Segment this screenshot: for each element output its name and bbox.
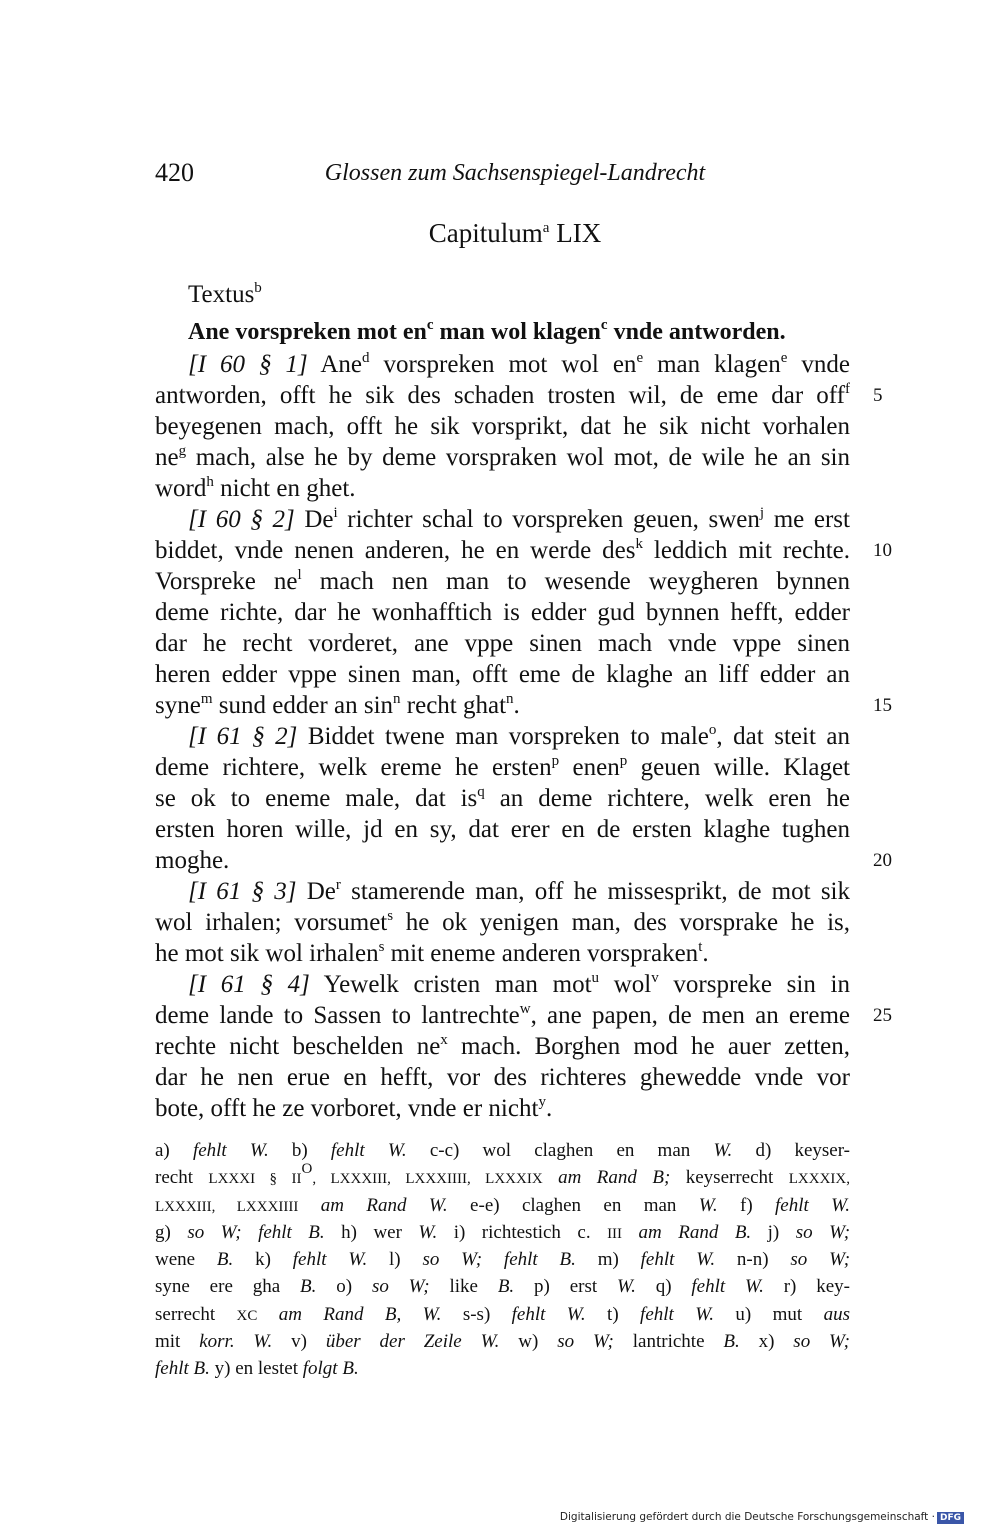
footnote-mark: e — [636, 350, 644, 366]
chapter-word: Capitulum — [428, 218, 543, 248]
line-number: 15 — [873, 695, 892, 716]
text-run: biddet, vnde nenen anderen, he en werde des — [155, 537, 636, 564]
italic-run: [I 60 § 1] — [188, 351, 308, 378]
text-run: heren edder vppe sinen man, offt eme de klaghe an liff edder an — [155, 661, 850, 688]
footnote-mark: g — [178, 443, 187, 459]
text-line — [155, 473, 850, 504]
text-run: recht ghat — [400, 692, 507, 719]
footnote-line — [155, 1328, 850, 1355]
italic-run: fehlt W. — [330, 1140, 407, 1161]
text-run: d) keyser- — [732, 1140, 850, 1161]
textus-footnote-mark: b — [254, 280, 262, 296]
text-run: . — [702, 940, 709, 967]
italic-run: fehlt B. — [155, 1358, 210, 1380]
text-run: vorspreke sin in — [658, 971, 850, 998]
text-run: y) en lestet — [209, 1358, 303, 1380]
smallcaps-run: LXXXIX, — [788, 1171, 850, 1188]
text-run: mit — [155, 1331, 200, 1353]
italic-run: fehlt W. — [192, 1140, 269, 1161]
text-line — [155, 628, 850, 659]
text-line — [155, 380, 883, 411]
text-run: mach. Borghen mod he auer zetten, — [447, 1033, 850, 1060]
text-run: c-c) wol claghen en man — [406, 1140, 714, 1161]
footnote-line — [155, 1273, 850, 1300]
italic-run: so W; fehlt B. — [187, 1221, 325, 1243]
text-run: i) richtestich c. — [437, 1221, 608, 1243]
italic-run: [I 61 § 2] — [188, 723, 298, 750]
italic-run: B. — [300, 1276, 317, 1298]
lemma-part: man wol klagen — [433, 319, 601, 345]
text-run: u) mut — [714, 1303, 824, 1325]
textus-word: Textus — [188, 281, 255, 308]
text-run: ersten horen wille, jd en sy, dat erer en de ersten klaghe tughen — [155, 816, 850, 843]
text-line — [155, 1062, 850, 1093]
footnote-mark: f — [845, 381, 850, 397]
italic-run: W. — [418, 1221, 438, 1243]
text-run: , ane papen, de men an ereme — [530, 1002, 850, 1029]
text-run: Biddet twene man vorspreken to male — [297, 723, 709, 750]
text-run: he mot sik wol irhalen — [155, 940, 379, 967]
italic-run: B. — [497, 1276, 515, 1298]
italic-run: [I 61 § 3] — [188, 878, 297, 905]
text-run: enen — [559, 754, 620, 781]
footnote-mark: s — [387, 908, 394, 924]
footnote-mark: l — [297, 567, 302, 583]
italic-run: fehlt W. — [640, 1303, 715, 1325]
text-run: keyserrecht — [670, 1167, 789, 1189]
footnote-mark: k — [635, 536, 643, 552]
footnote-mark: s — [378, 939, 385, 955]
text-run: h) wer — [324, 1221, 419, 1243]
footnote-line — [155, 1301, 850, 1328]
footnotes — [155, 1137, 850, 1383]
footnote-mark: n — [393, 691, 401, 707]
text-run: o) — [316, 1276, 372, 1298]
text-line — [155, 566, 850, 597]
text-line — [155, 504, 850, 535]
text-run: g) — [155, 1221, 188, 1243]
text-run: f) — [717, 1194, 776, 1216]
footnote-mark: x — [440, 1032, 448, 1048]
italic-run: so W; — [795, 1221, 851, 1243]
text-line — [155, 938, 850, 969]
text-run: wol — [599, 971, 652, 998]
text-run: p) erst — [514, 1276, 617, 1298]
footnote-mark: O — [301, 1161, 313, 1178]
text-run: man klagen — [643, 351, 781, 378]
credit-text: Digitalisierung gefördert durch die Deutsche Forschungsgemeinschaft · — [559, 1511, 935, 1523]
footnote-mark: e — [780, 350, 788, 366]
italic-run: so W; — [557, 1331, 614, 1353]
line-number: 5 — [873, 385, 883, 406]
text-line — [155, 876, 850, 907]
text-run: vnde — [787, 351, 850, 378]
footnote-mark: d — [361, 350, 370, 366]
text-line — [155, 1093, 850, 1124]
text-line — [155, 752, 850, 783]
text-run: he ok yenigen man, des vorsprake he is, — [393, 909, 850, 936]
text-run: Yewelk cristen man mot — [309, 971, 592, 998]
footnote-mark: i — [333, 505, 338, 521]
text-run: moghe. — [155, 847, 230, 874]
italic-run: so W; fehlt B. — [422, 1249, 576, 1271]
text-run: mach, alse he by deme vorspraken wol mot, de wile he an sin — [186, 444, 850, 471]
italic-run: so W; — [371, 1276, 430, 1298]
text-run: nicht en ghet. — [213, 475, 356, 502]
text-line — [155, 349, 850, 380]
lemma-part: Ane vorspreken mot en — [188, 319, 427, 345]
text-run: deme richtere, welk ereme he ersten — [155, 754, 552, 781]
italic-run: korr. W. — [199, 1331, 273, 1353]
text-run: mit eneme anderen vorspraken — [384, 940, 699, 967]
text-run: syne — [155, 692, 201, 719]
text-run — [622, 1222, 638, 1243]
footnote-mark: q — [477, 784, 485, 800]
text-run: , dat steit an — [716, 723, 850, 750]
text-run: serrecht — [155, 1303, 237, 1325]
text-run: vorspreken mot wol en — [369, 351, 637, 378]
chapter-footnote-mark: a — [542, 220, 550, 236]
italic-run: am Rand B, W. — [278, 1303, 442, 1325]
chapter-heading — [0, 218, 1000, 249]
text-run — [257, 1304, 278, 1325]
text-run: l) — [367, 1249, 423, 1271]
footnote-mark: m — [200, 691, 213, 707]
main-text — [155, 275, 892, 1124]
footnote-line — [155, 1137, 850, 1164]
italic-run: am Rand B; — [558, 1167, 671, 1189]
smallcaps-run: , LXXXIII, LXXXIIII, LXXXIX — [312, 1171, 543, 1188]
text-run: deme richte, dar he wonhafftich is edder gud bynnen hefft, edder — [155, 599, 850, 626]
text-line — [155, 442, 850, 473]
text-run: . — [545, 1095, 553, 1122]
textus-heading — [188, 275, 850, 315]
text-run: lantrichte — [613, 1331, 724, 1353]
text-line — [155, 907, 850, 938]
footnote-line — [155, 1246, 850, 1273]
smallcaps-run: LXXXIII, LXXXIIII — [155, 1198, 299, 1215]
lemma-mark: c — [600, 317, 608, 333]
text-line — [155, 845, 892, 876]
text-line — [155, 690, 892, 721]
text-run: geuen wille. Klaget — [627, 754, 850, 781]
italic-run: fehlt W. — [640, 1249, 716, 1271]
smallcaps-run: III — [607, 1225, 623, 1242]
line-number: 10 — [873, 540, 892, 561]
text-line — [155, 1000, 892, 1031]
text-run: s-s) — [441, 1303, 512, 1325]
text-run: Vorspreke ne — [155, 568, 298, 595]
text-run: me erst — [764, 506, 850, 533]
text-run: b) — [268, 1140, 331, 1161]
text-run — [298, 1195, 320, 1216]
text-run: antworden, offt he sik des schaden trosten wil, de eme dar off — [155, 382, 845, 409]
italic-run: W. — [617, 1276, 636, 1298]
italic-run: fehlt W. — [775, 1194, 851, 1216]
running-title: Glossen zum Sachsenspiegel-Landrecht — [324, 160, 706, 186]
text-run: . — [513, 692, 520, 719]
footnote-mark: w — [519, 1001, 531, 1017]
footnote-mark: h — [206, 474, 214, 490]
footnote-mark: v — [651, 970, 659, 986]
footnote-mark: y — [538, 1094, 546, 1110]
italic-run: [I 61 § 4] — [188, 971, 310, 998]
text-run: se ok to eneme male, dat is — [155, 785, 478, 812]
text-run: ne — [155, 444, 179, 471]
footnote-mark: j — [759, 505, 765, 521]
footnote-line — [155, 1219, 850, 1246]
chapter-numeral: LIX — [556, 218, 602, 248]
text-run: v) — [272, 1331, 326, 1353]
text-run: beyegenen mach, offt he sik vorsprikt, dat he sik nicht vorhalen — [155, 413, 850, 440]
italic-run: [I 60 § 2] — [188, 506, 295, 533]
italic-run: so W; — [793, 1331, 850, 1353]
text-run: word — [155, 475, 207, 502]
text-line — [155, 814, 850, 845]
text-run: m) — [575, 1249, 641, 1271]
footnote-mark: t — [698, 939, 703, 955]
text-run: e-e) claghen en man — [447, 1194, 699, 1216]
text-line — [155, 535, 892, 566]
text-run: wene — [155, 1249, 217, 1271]
italic-run: W. — [713, 1140, 733, 1161]
italic-run: folgt B. — [302, 1358, 359, 1380]
text-run: sund edder an sin — [212, 692, 394, 719]
text-lines — [155, 349, 892, 1124]
text-run: De — [296, 878, 336, 905]
footnote-mark: p — [619, 753, 628, 769]
text-run: De — [294, 506, 334, 533]
text-line — [155, 411, 850, 442]
text-line — [155, 659, 850, 690]
text-run: n-n) — [715, 1249, 791, 1271]
text-run: r) key- — [763, 1276, 850, 1298]
text-run: stamerende man, off he missesprikt, de mot sik — [340, 878, 850, 905]
italic-run: aus — [823, 1303, 850, 1325]
footnote-mark: r — [335, 877, 341, 893]
page-number: 420 — [155, 158, 194, 187]
footnote-mark: u — [591, 970, 600, 986]
text-run: recht — [155, 1167, 209, 1189]
text-run: x) — [739, 1331, 794, 1353]
text-run: t) — [585, 1303, 641, 1325]
digitization-credit — [560, 1511, 964, 1524]
italic-run: fehlt W. — [292, 1249, 368, 1271]
italic-run: am Rand B. — [638, 1221, 752, 1243]
text-run: rechte nicht beschelden ne — [155, 1033, 441, 1060]
footnote-mark: o — [708, 722, 717, 738]
smallcaps-run: XC — [236, 1307, 258, 1324]
text-line — [155, 721, 850, 752]
smallcaps-run: LXXXI § II — [208, 1171, 302, 1188]
text-run: deme lande to Sassen to lantrechte — [155, 1002, 520, 1029]
text-run: an deme richtere, welk eren he — [484, 785, 850, 812]
lemma-part: vnde antworden. — [607, 319, 786, 345]
text-run: wol irhalen; vorsumet — [155, 909, 388, 936]
text-line — [155, 783, 850, 814]
text-run: dar he nen erue en hefft, vor des richteres ghewedde vnde vor — [155, 1064, 850, 1091]
text-run: leddich mit rechte. — [642, 537, 850, 564]
italic-run: fehlt W. — [511, 1303, 586, 1325]
text-run: a) — [155, 1140, 193, 1161]
text-line — [155, 969, 850, 1000]
footnote-line — [155, 1355, 850, 1382]
text-run: bote, offt he ze vorboret, vnde er nicht — [155, 1095, 539, 1122]
text-run: w) — [499, 1331, 558, 1353]
text-run: mach nen man to wesende weygheren bynnen — [301, 568, 851, 595]
text-run: like — [429, 1276, 498, 1298]
footnote-line — [155, 1192, 850, 1219]
line-number: 20 — [873, 850, 892, 871]
text-run: j) — [751, 1221, 796, 1243]
italic-run: W. — [698, 1194, 718, 1216]
text-run: richter schal to vorspreken geuen, swen — [337, 506, 760, 533]
footnote-mark: n — [506, 691, 514, 707]
italic-run: fehlt W. — [691, 1276, 764, 1298]
italic-run: B. — [216, 1249, 234, 1271]
line-number: 25 — [873, 1005, 892, 1026]
text-line — [155, 1031, 850, 1062]
lemma-mark: c — [426, 317, 434, 333]
running-head — [0, 158, 1000, 194]
italic-run: über der Zeile W. — [325, 1331, 500, 1353]
lemma-line — [155, 315, 850, 349]
text-run: dar he recht vorderet, ane vppe sinen mach vnde vppe sinen — [155, 630, 850, 657]
text-run: q) — [635, 1276, 692, 1298]
text-run: syne ere gha — [155, 1276, 301, 1298]
italic-run: am Rand W. — [320, 1194, 448, 1216]
text-line — [155, 597, 850, 628]
text-run — [543, 1167, 558, 1188]
dfg-logo: DFG — [937, 1512, 964, 1524]
italic-run: so W; — [790, 1249, 851, 1271]
footnote-mark: p — [551, 753, 560, 769]
text-run: Ane — [307, 351, 362, 378]
footnote-line — [155, 1161, 850, 1191]
italic-run: B. — [723, 1331, 740, 1353]
text-run: k) — [233, 1249, 293, 1271]
